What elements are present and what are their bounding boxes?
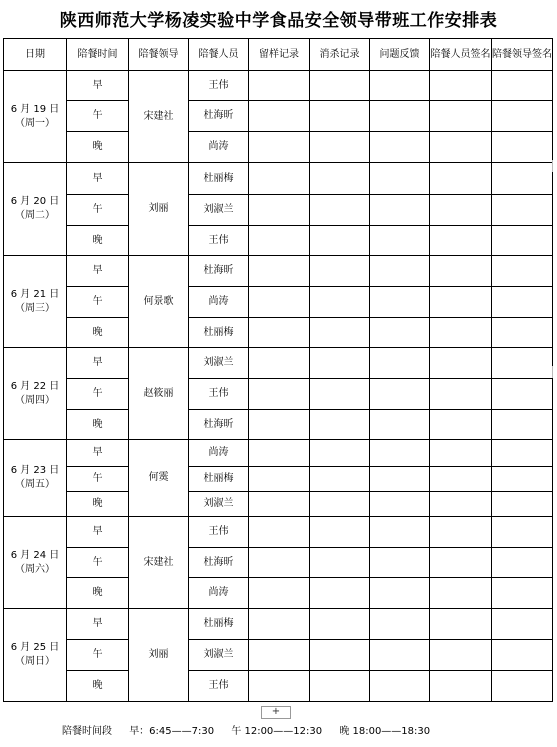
header-sample-record: 留样记录 <box>249 39 310 71</box>
table-row <box>4 226 553 256</box>
date-cell <box>4 440 67 517</box>
feedback-cell <box>370 318 430 348</box>
staff-cell: 杜丽梅 <box>189 467 249 492</box>
leader-cell: 何霙 <box>129 440 189 517</box>
weekday-text: （周一） <box>15 117 55 129</box>
leader-signature-cell <box>492 226 553 256</box>
staff-cell: 杜海昕 <box>189 410 249 440</box>
feedback-cell <box>370 640 430 671</box>
staff-cell: 王伟 <box>189 671 249 702</box>
staff-signature-cell <box>430 548 492 578</box>
leader-signature-cell <box>492 440 553 467</box>
table-row <box>4 101 553 132</box>
disinfect-record-cell <box>310 609 370 640</box>
meal-time-cell: 午 <box>67 640 129 671</box>
staff-cell: 刘淑兰 <box>189 348 249 379</box>
meal-time-cell: 晚 <box>67 578 129 609</box>
table-row <box>4 609 553 640</box>
disinfect-record-cell <box>310 256 370 287</box>
disinfect-record-cell <box>310 671 370 702</box>
staff-cell: 刘淑兰 <box>189 492 249 517</box>
leader-signature-cell <box>492 578 553 609</box>
feedback-cell <box>370 71 430 101</box>
staff-signature-cell <box>430 287 492 318</box>
staff-cell: 王伟 <box>189 226 249 256</box>
staff-cell: 尚涛 <box>189 132 249 163</box>
feedback-cell <box>370 256 430 287</box>
leader-signature-cell <box>492 548 553 578</box>
leader-cell: 刘丽 <box>129 163 189 256</box>
table-row <box>4 287 553 318</box>
meal-time-cell: 午 <box>67 101 129 132</box>
feedback-cell <box>370 440 430 467</box>
date-text: 6 月 19 日 <box>10 103 60 115</box>
sample-record-cell <box>249 195 310 226</box>
staff-cell: 杜海昕 <box>189 548 249 578</box>
weekday-text: （周六） <box>15 563 55 575</box>
table-row <box>4 578 553 609</box>
weekday-text: （周日） <box>15 656 55 667</box>
header-date: 日期 <box>4 39 67 71</box>
meal-time-cell: 午 <box>67 467 129 492</box>
leader-cell: 宋建社 <box>129 71 189 163</box>
meal-time-cell: 晚 <box>67 318 129 348</box>
sample-record-cell <box>249 348 310 379</box>
staff-cell: 刘淑兰 <box>189 640 249 671</box>
meal-time-cell: 晚 <box>67 492 129 517</box>
sample-record-cell <box>249 640 310 671</box>
staff-cell: 杜丽梅 <box>189 318 249 348</box>
disinfect-record-cell <box>310 517 370 548</box>
leader-cell: 宋建社 <box>129 517 189 609</box>
staff-cell: 杜丽梅 <box>189 163 249 195</box>
staff-cell: 王伟 <box>189 517 249 548</box>
leader-signature-cell <box>492 195 553 226</box>
feedback-cell <box>370 195 430 226</box>
meal-time-cell: 早 <box>67 517 129 548</box>
leader-signature-cell <box>492 492 553 517</box>
staff-cell: 杜丽梅 <box>189 609 249 640</box>
sample-record-cell <box>249 379 310 410</box>
staff-signature-cell <box>430 195 492 226</box>
footer-breakfast: 早：6:45——7:30 <box>129 726 215 737</box>
disinfect-record-cell <box>310 101 370 132</box>
leader-signature-cell <box>492 348 553 379</box>
disinfect-record-cell <box>310 467 370 492</box>
staff-signature-cell <box>430 517 492 548</box>
meal-time-cell: 晚 <box>67 671 129 702</box>
sample-record-cell <box>249 287 310 318</box>
weekday-text: （周二） <box>15 210 55 221</box>
sample-record-cell <box>249 410 310 440</box>
meal-time-cell: 早 <box>67 440 129 467</box>
disinfect-record-cell <box>310 287 370 318</box>
sample-record-cell <box>249 467 310 492</box>
meal-time-cell: 晚 <box>67 226 129 256</box>
staff-signature-cell <box>430 71 492 101</box>
feedback-cell <box>370 492 430 517</box>
table-row <box>4 318 553 348</box>
sample-record-cell <box>249 578 310 609</box>
meal-time-cell: 早 <box>67 256 129 287</box>
disinfect-record-cell <box>310 578 370 609</box>
leader-cell: 何景歌 <box>129 256 189 348</box>
disinfect-record-cell <box>310 410 370 440</box>
date-text: 6 月 20 日 <box>10 196 60 207</box>
sample-record-cell <box>249 163 310 195</box>
disinfect-record-cell <box>310 379 370 410</box>
table-row <box>4 132 553 163</box>
staff-signature-cell <box>430 410 492 440</box>
date-text: 6 月 24 日 <box>10 549 60 561</box>
meal-time-cell: 午 <box>67 548 129 578</box>
disinfect-record-cell <box>310 548 370 578</box>
leader-signature-cell <box>492 132 553 163</box>
table-row <box>4 163 553 195</box>
leader-signature-cell <box>492 410 553 440</box>
feedback-cell <box>370 101 430 132</box>
weekday-text: （周四） <box>15 394 55 406</box>
meal-time-cell: 早 <box>67 348 129 379</box>
sample-record-cell <box>249 132 310 163</box>
feedback-cell <box>370 609 430 640</box>
staff-signature-cell <box>430 440 492 467</box>
sample-record-cell <box>249 671 310 702</box>
staff-signature-cell <box>430 132 492 163</box>
disinfect-record-cell <box>310 71 370 101</box>
sample-record-cell <box>249 609 310 640</box>
leader-signature-cell <box>492 379 553 410</box>
staff-signature-cell <box>430 256 492 287</box>
leader-signature-cell <box>492 318 553 348</box>
meal-time-footer <box>62 722 444 737</box>
sample-record-cell <box>249 256 310 287</box>
staff-signature-cell <box>430 379 492 410</box>
header-row <box>4 39 553 71</box>
table-row <box>4 671 553 702</box>
disinfect-record-cell <box>310 318 370 348</box>
staff-signature-cell <box>430 318 492 348</box>
table-row <box>4 410 553 440</box>
footer-lunch: 午 12:00——12:30 <box>231 726 323 737</box>
feedback-cell <box>370 467 430 492</box>
meal-time-cell: 晚 <box>67 132 129 163</box>
disinfect-record-cell <box>310 132 370 163</box>
date-text: 6 月 22 日 <box>10 380 60 392</box>
feedback-cell <box>370 132 430 163</box>
weekday-text: （周三） <box>15 302 55 314</box>
staff-signature-cell <box>430 578 492 609</box>
staff-cell: 刘淑兰 <box>189 195 249 226</box>
staff-cell: 王伟 <box>189 379 249 410</box>
staff-cell: 尚涛 <box>189 440 249 467</box>
add-row-button[interactable]: + <box>261 706 291 719</box>
date-cell <box>4 348 67 440</box>
table-row <box>4 640 553 671</box>
disinfect-record-cell <box>310 348 370 379</box>
staff-cell: 杜海昕 <box>189 256 249 287</box>
leader-signature-cell <box>492 287 553 318</box>
schedule-body <box>4 71 553 702</box>
header-meal-time: 陪餐时间 <box>67 39 129 71</box>
footer-dinner: 晚 18:00——18:30 <box>339 726 431 737</box>
date-cell <box>4 163 67 256</box>
leader-signature-cell <box>492 101 553 132</box>
leader-signature-cell <box>492 256 553 287</box>
disinfect-record-cell <box>310 195 370 226</box>
staff-signature-cell <box>430 467 492 492</box>
meal-time-cell: 午 <box>67 379 129 410</box>
leader-cell: 赵筱丽 <box>129 348 189 440</box>
page-edge-marker <box>552 160 557 172</box>
leader-signature-cell <box>492 163 553 195</box>
date-cell <box>4 256 67 348</box>
leader-cell: 刘丽 <box>129 609 189 702</box>
table-row <box>4 492 553 517</box>
disinfect-record-cell <box>310 640 370 671</box>
table-row <box>4 71 553 101</box>
meal-time-cell: 午 <box>67 195 129 226</box>
meal-time-cell: 早 <box>67 71 129 101</box>
sample-record-cell <box>249 548 310 578</box>
feedback-cell <box>370 163 430 195</box>
leader-signature-cell <box>492 71 553 101</box>
meal-time-cell: 午 <box>67 287 129 318</box>
page-title: 陕西师范大学杨凌实验中学食品安全领导带班工作安排表 <box>59 11 498 31</box>
feedback-cell <box>370 287 430 318</box>
header-staff: 陪餐人员 <box>189 39 249 71</box>
feedback-cell <box>370 348 430 379</box>
date-cell <box>4 609 67 702</box>
header-disinfect-record: 消杀记录 <box>310 39 370 71</box>
feedback-cell <box>370 379 430 410</box>
header-leader: 陪餐领导 <box>129 39 189 71</box>
sample-record-cell <box>249 492 310 517</box>
disinfect-record-cell <box>310 163 370 195</box>
sample-record-cell <box>249 101 310 132</box>
staff-signature-cell <box>430 609 492 640</box>
table-row <box>4 440 553 467</box>
leader-signature-cell <box>492 609 553 640</box>
header-feedback: 问题反馈 <box>370 39 430 71</box>
feedback-cell <box>370 410 430 440</box>
page-edge-marker <box>552 366 557 378</box>
table-row <box>4 517 553 548</box>
leader-signature-cell <box>492 467 553 492</box>
disinfect-record-cell <box>310 440 370 467</box>
staff-signature-cell <box>430 348 492 379</box>
schedule-table <box>3 38 553 702</box>
date-text: 6 月 25 日 <box>10 642 60 653</box>
feedback-cell <box>370 548 430 578</box>
sample-record-cell <box>249 517 310 548</box>
sample-record-cell <box>249 318 310 348</box>
meal-time-cell: 早 <box>67 609 129 640</box>
table-row <box>4 379 553 410</box>
table-row <box>4 548 553 578</box>
feedback-cell <box>370 226 430 256</box>
table-row <box>4 467 553 492</box>
sample-record-cell <box>249 226 310 256</box>
feedback-cell <box>370 578 430 609</box>
staff-signature-cell <box>430 226 492 256</box>
leader-signature-cell <box>492 640 553 671</box>
meal-time-cell: 早 <box>67 163 129 195</box>
date-text: 6 月 21 日 <box>10 288 60 300</box>
weekday-text: （周五） <box>15 479 55 490</box>
staff-signature-cell <box>430 101 492 132</box>
sample-record-cell <box>249 440 310 467</box>
disinfect-record-cell <box>310 492 370 517</box>
leader-signature-cell <box>492 671 553 702</box>
staff-signature-cell <box>430 671 492 702</box>
header-staff-signature: 陪餐人员签名 <box>430 39 492 71</box>
leader-signature-cell <box>492 517 553 548</box>
disinfect-record-cell <box>310 226 370 256</box>
date-cell <box>4 71 67 163</box>
meal-time-cell: 晚 <box>67 410 129 440</box>
staff-cell: 尚涛 <box>189 287 249 318</box>
staff-cell: 王伟 <box>189 71 249 101</box>
table-row <box>4 195 553 226</box>
footer-label: 陪餐时间段 <box>62 726 112 737</box>
feedback-cell <box>370 517 430 548</box>
header-leader-signature: 陪餐领导签名 <box>492 39 553 71</box>
table-row <box>4 348 553 379</box>
staff-signature-cell <box>430 492 492 517</box>
date-text: 6 月 23 日 <box>10 465 60 476</box>
staff-cell: 尚涛 <box>189 578 249 609</box>
staff-cell: 杜海昕 <box>189 101 249 132</box>
date-cell <box>4 517 67 609</box>
staff-signature-cell <box>430 640 492 671</box>
feedback-cell <box>370 671 430 702</box>
staff-signature-cell <box>430 163 492 195</box>
sample-record-cell <box>249 71 310 101</box>
table-row <box>4 256 553 287</box>
